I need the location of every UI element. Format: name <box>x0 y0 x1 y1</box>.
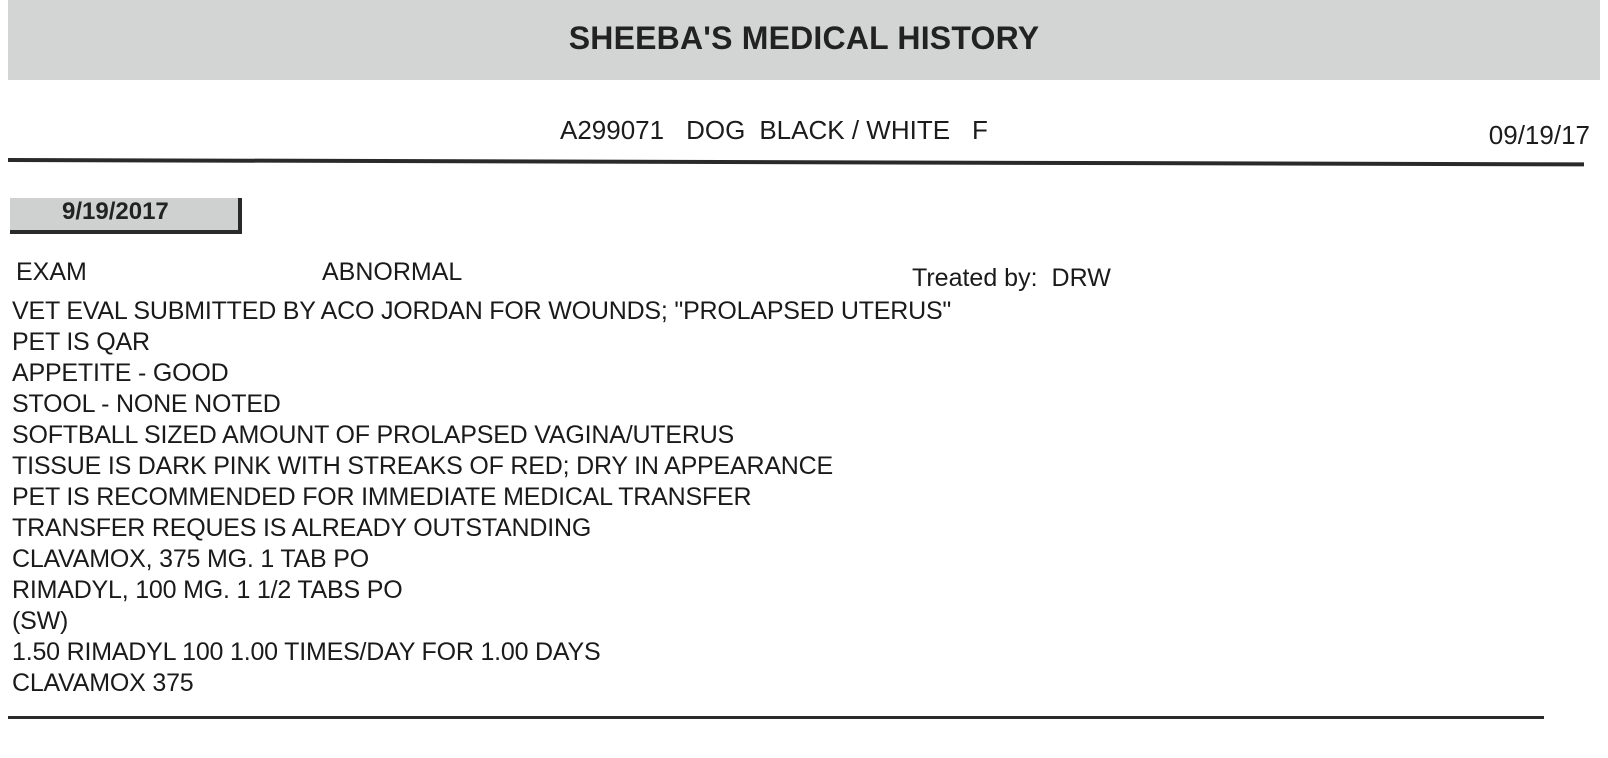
note-line: APPETITE - GOOD <box>12 359 229 387</box>
note-line: VET EVAL SUBMITTED BY ACO JORDAN FOR WOUNDS; "PROLAPSED UTERUS" <box>12 297 952 325</box>
title-bar <box>8 0 1600 80</box>
patient-id-line <box>560 115 988 146</box>
treated-by <box>912 264 1111 293</box>
header-divider <box>8 158 1584 166</box>
note-line: TISSUE IS DARK PINK WITH STREAKS OF RED; DRY IN APPEARANCE <box>12 452 833 480</box>
document-title: SHEEBA'S MEDICAL HISTORY <box>568 19 1040 56</box>
note-line: TRANSFER REQUES IS ALREADY OUTSTANDING <box>12 514 592 542</box>
note-line: (SW) <box>12 607 69 635</box>
note-line: PET IS RECOMMENDED FOR IMMEDIATE MEDICAL TRANSFER <box>12 483 752 511</box>
entry-status: ABNORMAL <box>322 258 463 286</box>
entry-divider <box>8 716 1544 719</box>
color: BLACK / WHITE <box>759 115 951 145</box>
species: DOG <box>686 115 746 145</box>
entry-type: EXAM <box>16 258 87 286</box>
note-line: 1.50 RIMADYL 100 1.00 TIMES/DAY FOR 1.00 DAYS <box>12 638 601 666</box>
entry-summary-row <box>16 258 1216 294</box>
note-line: PET IS QAR <box>12 328 150 356</box>
sex: F <box>972 115 988 145</box>
entry-date: 9/19/2017 <box>62 198 169 225</box>
note-line: CLAVAMOX 375 <box>12 669 194 697</box>
exam-notes <box>12 296 951 699</box>
note-line: RIMADYL, 100 MG. 1 1/2 TABS PO <box>12 576 403 604</box>
note-line: CLAVAMOX, 375 MG. 1 TAB PO <box>12 545 369 573</box>
entry-date-tab <box>10 198 242 234</box>
header-date: 09/19/17 <box>1488 120 1590 150</box>
animal-id: A299071 <box>560 115 665 145</box>
treated-by-label: Treated by: <box>912 264 1038 292</box>
note-line: SOFTBALL SIZED AMOUNT OF PROLAPSED VAGINA/UTERUS <box>12 421 735 449</box>
note-line: STOOL - NONE NOTED <box>12 390 281 418</box>
treated-by-value: DRW <box>1051 264 1111 292</box>
